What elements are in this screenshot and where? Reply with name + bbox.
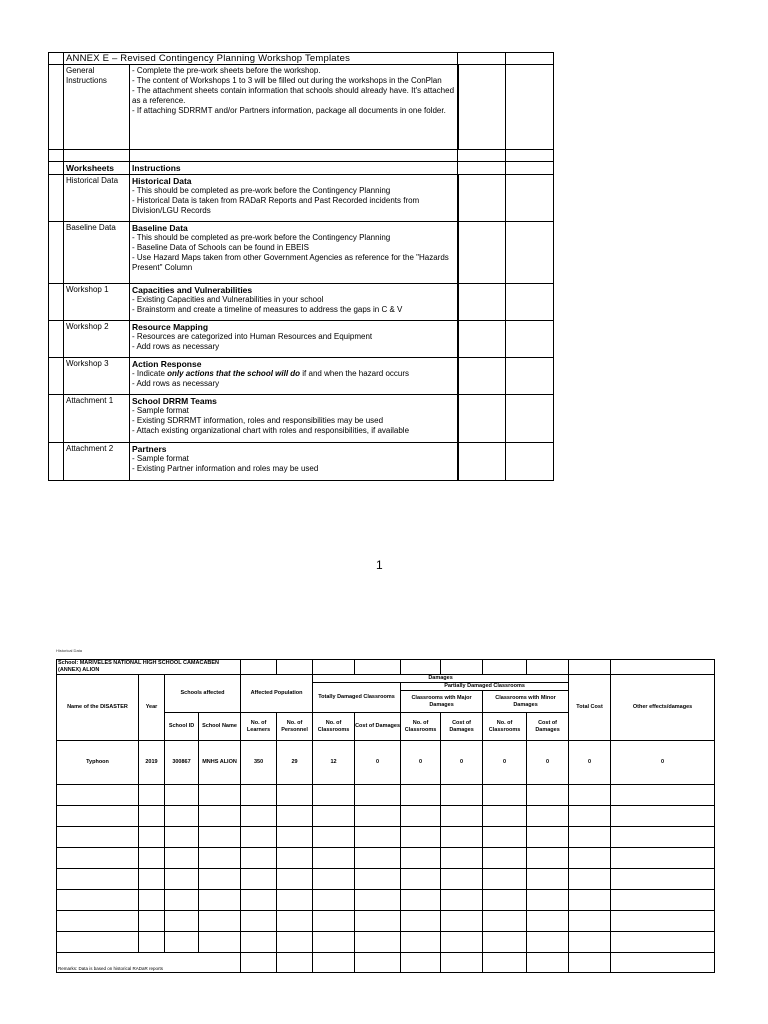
table-row: [57, 806, 715, 827]
table-row: [57, 827, 715, 848]
table-row: [57, 953, 715, 973]
col-minor-damages: Classrooms with Minor Damages: [483, 691, 569, 713]
worksheets-header: Worksheets: [64, 162, 130, 175]
col-total-classrooms: No. of Classrooms: [313, 713, 355, 741]
worksheet-label: Workshop 2: [64, 321, 130, 358]
worksheet-label: Workshop 3: [64, 358, 130, 395]
col-partially-damaged: Partially Damaged Classrooms: [401, 683, 569, 691]
worksheet-label: Attachment 1: [64, 395, 130, 443]
worksheet-instructions: Resource Mapping - Resources are categorized into Human Resources and Equipment - Add rows as necessary: [130, 321, 458, 358]
col-total-cost: Total Cost: [569, 675, 611, 741]
col-major-classrooms: No. of Classrooms: [401, 713, 441, 741]
cell-school-id: 300867: [165, 741, 199, 785]
col-damages: Damages: [313, 675, 569, 683]
col-total-cost-damages: Cost of Damages: [355, 713, 401, 741]
col-totally-damaged: Totally Damaged Classrooms: [313, 683, 401, 713]
worksheet-label: Attachment 2: [64, 443, 130, 481]
page-number: 1: [376, 558, 383, 572]
col-minor-classrooms: No. of Classrooms: [483, 713, 527, 741]
col-school-id: School ID: [165, 713, 199, 741]
table-row: [57, 785, 715, 806]
table-row: [57, 741, 715, 785]
worksheet-instructions: School DRRM Teams - Sample format - Existing SDRRMT information, roles and responsibilities may be used - Attach existing organizational chart with roles and responsibilities, if available: [130, 395, 458, 443]
cell-total-classrooms: 12: [313, 741, 355, 785]
col-year: Year: [139, 675, 165, 741]
worksheet-label: Historical Data: [64, 175, 130, 222]
table-row: [57, 911, 715, 932]
cell-minor-classrooms: 0: [483, 741, 527, 785]
col-disaster-name: Name of the DISASTER: [57, 675, 139, 741]
instructions-header: Instructions: [130, 162, 458, 175]
remarks-note: Remarks: Data is based on historical RADaR reports: [57, 953, 241, 973]
worksheet-label: Baseline Data: [64, 222, 130, 284]
col-minor-cost: Cost of Damages: [527, 713, 569, 741]
worksheet-instructions: Baseline Data - This should be completed as pre-work before the Contingency Planning - Baseline Data of Schools can be found in EBEIS - Use Hazard Maps taken from other Government Agencies as reference for the "Hazards Present" Column: [130, 222, 458, 284]
col-other-effects: Other effects/damages: [611, 675, 715, 741]
worksheet-instructions: Capacities and Vulnerabilities - Existing Capacities and Vulnerabilities in your school - Brainstorm and create a timeline of measures to address the gaps in C & V: [130, 284, 458, 321]
cell-learners: 350: [241, 741, 277, 785]
table-row: [57, 932, 715, 953]
worksheet-instructions: Action Response - Indicate only actions that the school will do if and when the hazard occurs - Add rows as necessary: [130, 358, 458, 395]
historical-data-table: [56, 659, 715, 973]
cell-personnel: 29: [277, 741, 313, 785]
cell-major-cost: 0: [441, 741, 483, 785]
table-row: [57, 848, 715, 869]
worksheet-instructions: Partners - Sample format - Existing Partner information and roles may be used: [130, 443, 458, 481]
col-learners: No. of Learners: [241, 713, 277, 741]
col-affected-population: Affected Population: [241, 675, 313, 713]
school-name-line: School: MARIVELES NATIONAL HIGH SCHOOL CAMACABEN (ANNEX) ALION: [57, 660, 241, 675]
col-schools-affected: Schools affected: [165, 675, 241, 713]
annex-title: ANNEX E – Revised Contingency Planning Workshop Templates: [64, 53, 458, 65]
cell-school-name: MNHS ALION: [199, 741, 241, 785]
cell-major-classrooms: 0: [401, 741, 441, 785]
cell-minor-cost: 0: [527, 741, 569, 785]
table-row: [57, 890, 715, 911]
historical-caption: Historical Data: [56, 648, 83, 653]
col-major-cost: Cost of Damages: [441, 713, 483, 741]
cell-disaster: Typhoon: [57, 741, 139, 785]
worksheet-instructions: Historical Data - This should be completed as pre-work before the Contingency Planning - Historical Data is taken from RADaR Reports and Past Recorded incidents from Division/LGU Records: [130, 175, 458, 222]
col-major-damages: Classrooms with Major Damages: [401, 691, 483, 713]
col-school-name: School Name: [199, 713, 241, 741]
general-instructions-text: - Complete the pre-work sheets before the workshop. - The content of Workshops 1 to 3 will be filled out during the workshops in the ConPlan - The attachment sheets contain information that schools should already have. It's attached as a reference. - If attaching SDRRMT and/or Partners information, package all documents in one folder.: [130, 65, 458, 150]
cell-total-cost-damages: 0: [355, 741, 401, 785]
cell-year: 2019: [139, 741, 165, 785]
col-personnel: No. of Personnel: [277, 713, 313, 741]
table-row: [57, 869, 715, 890]
cell-other-effects: 0: [611, 741, 715, 785]
cell-total-cost: 0: [569, 741, 611, 785]
annex-table: [48, 52, 554, 481]
general-instructions-label: General Instructions: [64, 65, 130, 150]
worksheet-label: Workshop 1: [64, 284, 130, 321]
